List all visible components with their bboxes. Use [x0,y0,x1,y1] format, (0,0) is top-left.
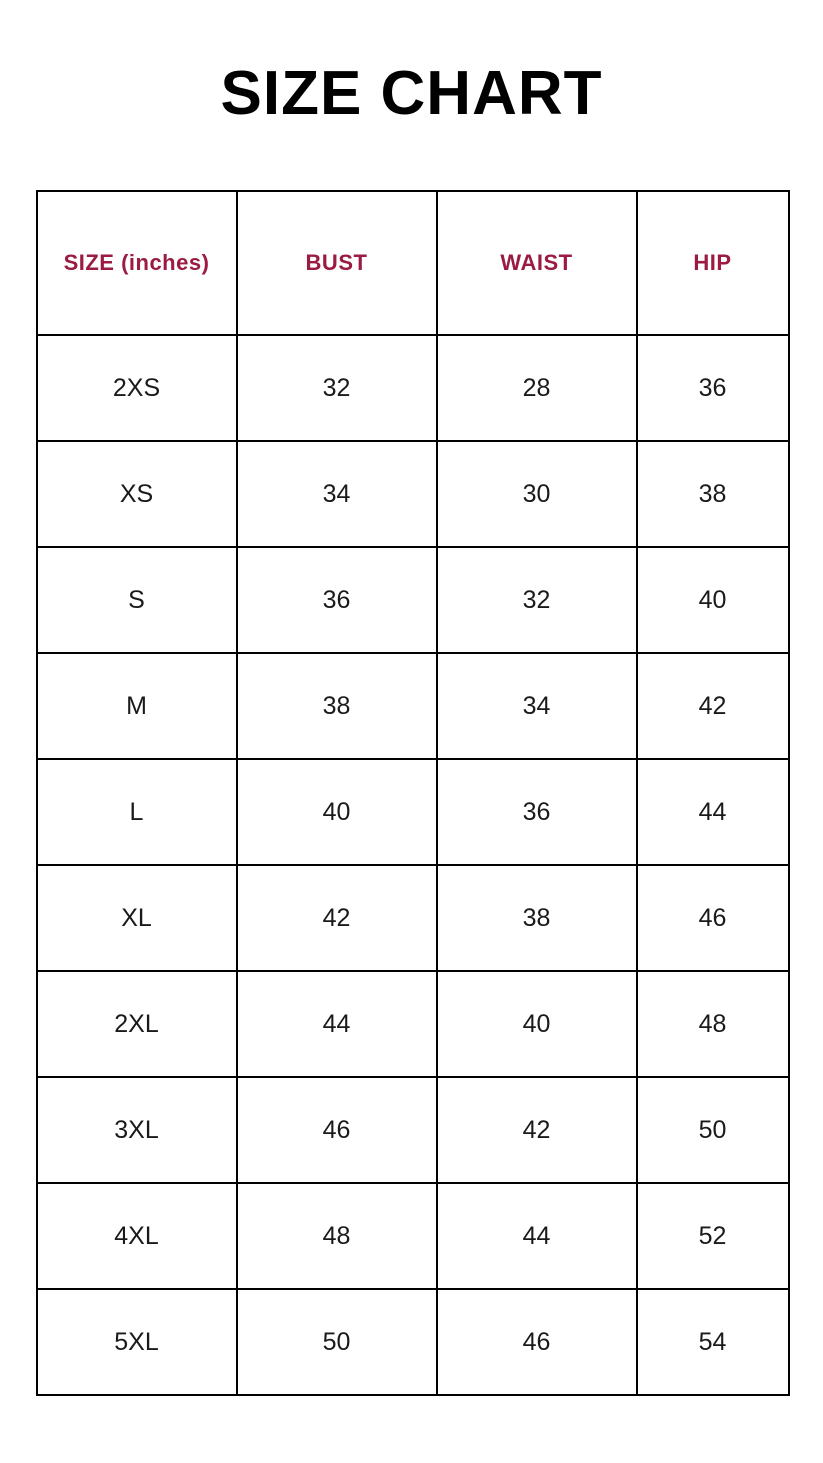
cell-hip: 44 [637,759,789,865]
cell-size: 3XL [37,1077,237,1183]
cell-waist: 36 [437,759,637,865]
size-chart-table-container [36,190,788,1396]
cell-hip: 46 [637,865,789,971]
column-header-hip: HIP [637,191,789,335]
cell-bust: 42 [237,865,437,971]
cell-size: L [37,759,237,865]
cell-bust: 32 [237,335,437,441]
table-row [37,865,789,971]
cell-bust: 46 [237,1077,437,1183]
table-row [37,335,789,441]
cell-waist: 46 [437,1289,637,1395]
cell-bust: 44 [237,971,437,1077]
cell-waist: 32 [437,547,637,653]
cell-hip: 36 [637,335,789,441]
cell-hip: 50 [637,1077,789,1183]
cell-size: XS [37,441,237,547]
table-row [37,1077,789,1183]
table-row [37,441,789,547]
table-row [37,971,789,1077]
cell-waist: 42 [437,1077,637,1183]
cell-waist: 38 [437,865,637,971]
cell-size: 5XL [37,1289,237,1395]
cell-bust: 38 [237,653,437,759]
cell-waist: 28 [437,335,637,441]
cell-waist: 30 [437,441,637,547]
cell-bust: 50 [237,1289,437,1395]
cell-size: M [37,653,237,759]
table-row [37,759,789,865]
table-body [37,335,789,1395]
cell-hip: 38 [637,441,789,547]
column-header-waist: WAIST [437,191,637,335]
table-row [37,653,789,759]
column-header-size: SIZE (inches) [37,191,237,335]
cell-bust: 48 [237,1183,437,1289]
size-chart-table [36,190,790,1396]
cell-hip: 54 [637,1289,789,1395]
cell-waist: 44 [437,1183,637,1289]
cell-hip: 48 [637,971,789,1077]
table-row [37,1289,789,1395]
cell-size: 2XL [37,971,237,1077]
table-row [37,1183,789,1289]
cell-bust: 40 [237,759,437,865]
cell-bust: 34 [237,441,437,547]
cell-size: 2XS [37,335,237,441]
cell-size: S [37,547,237,653]
table-header [37,191,789,335]
cell-waist: 40 [437,971,637,1077]
cell-waist: 34 [437,653,637,759]
cell-hip: 42 [637,653,789,759]
page-title: SIZE CHART [220,59,603,128]
cell-size: XL [37,865,237,971]
cell-hip: 40 [637,547,789,653]
table-header-row [37,191,789,335]
table-row [37,547,789,653]
column-header-bust: BUST [237,191,437,335]
cell-bust: 36 [237,547,437,653]
cell-hip: 52 [637,1183,789,1289]
cell-size: 4XL [37,1183,237,1289]
